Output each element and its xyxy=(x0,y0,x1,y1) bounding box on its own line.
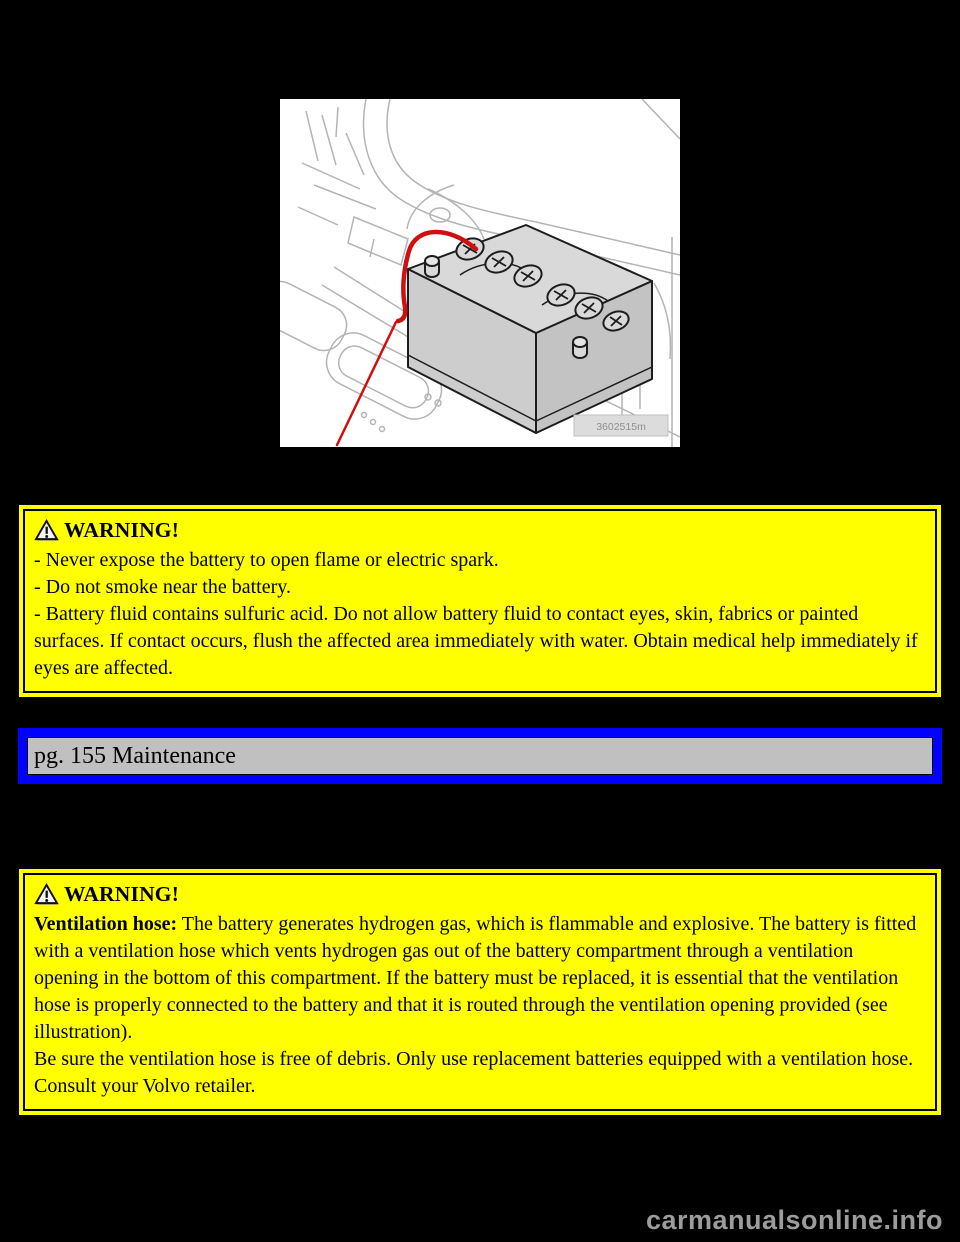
page-banner xyxy=(27,737,933,775)
battery-illustration-svg xyxy=(280,99,680,447)
warning-box-ventilation-hose xyxy=(23,873,937,1111)
warning-title-row xyxy=(34,879,921,910)
warning-title: WARNING! xyxy=(64,518,180,542)
battery-illustration xyxy=(280,99,680,447)
warning-body: The battery generates hydrogen gas, which is flammable and explosive. The battery is fitted with a ventilation hose which vents hydrogen gas out of the battery compartment through a ventilation opening in the bottom of this compartment. If the battery must be replaced, it is essential that the ventilation hose is properly connected to the battery and that it is routed through the ventilation opening provided (see illustration). xyxy=(34,913,917,1043)
warning-title: WARNING! xyxy=(64,882,180,906)
warning-note: Be sure the ventilation hose is free of debris. Only use replacement batteries equipped with a ventilation hose. Consult your Volvo retailer. xyxy=(34,1048,914,1097)
page-banner-text: pg. 155 Maintenance xyxy=(34,743,236,769)
warning-bullet-acid: - Battery fluid contains sulfuric acid. Do not allow battery fluid to contact eyes, skin, fabrics or painted surfaces. If contact occurs, flush the affected area immediately with water. Obtain medical help immediately if eyes are affected. xyxy=(34,603,918,679)
watermark: carmanualsonline.info xyxy=(645,1205,943,1235)
figure-id-label: 3602515m xyxy=(596,421,646,433)
warning-ventilation-paragraph xyxy=(34,911,921,1046)
warning-box-battery-safety xyxy=(23,509,937,693)
figure-id-box xyxy=(574,415,668,436)
warning-bullet-flame: - Never expose the battery to open flame or electric spark. xyxy=(34,549,499,571)
warning-bullet-smoke: - Do not smoke near the battery. xyxy=(34,576,291,598)
warning-triangle-icon xyxy=(34,519,59,542)
warning-lead: Ventilation hose: xyxy=(34,913,178,935)
warning-triangle-icon xyxy=(34,883,59,906)
warning-title-row xyxy=(34,515,921,546)
